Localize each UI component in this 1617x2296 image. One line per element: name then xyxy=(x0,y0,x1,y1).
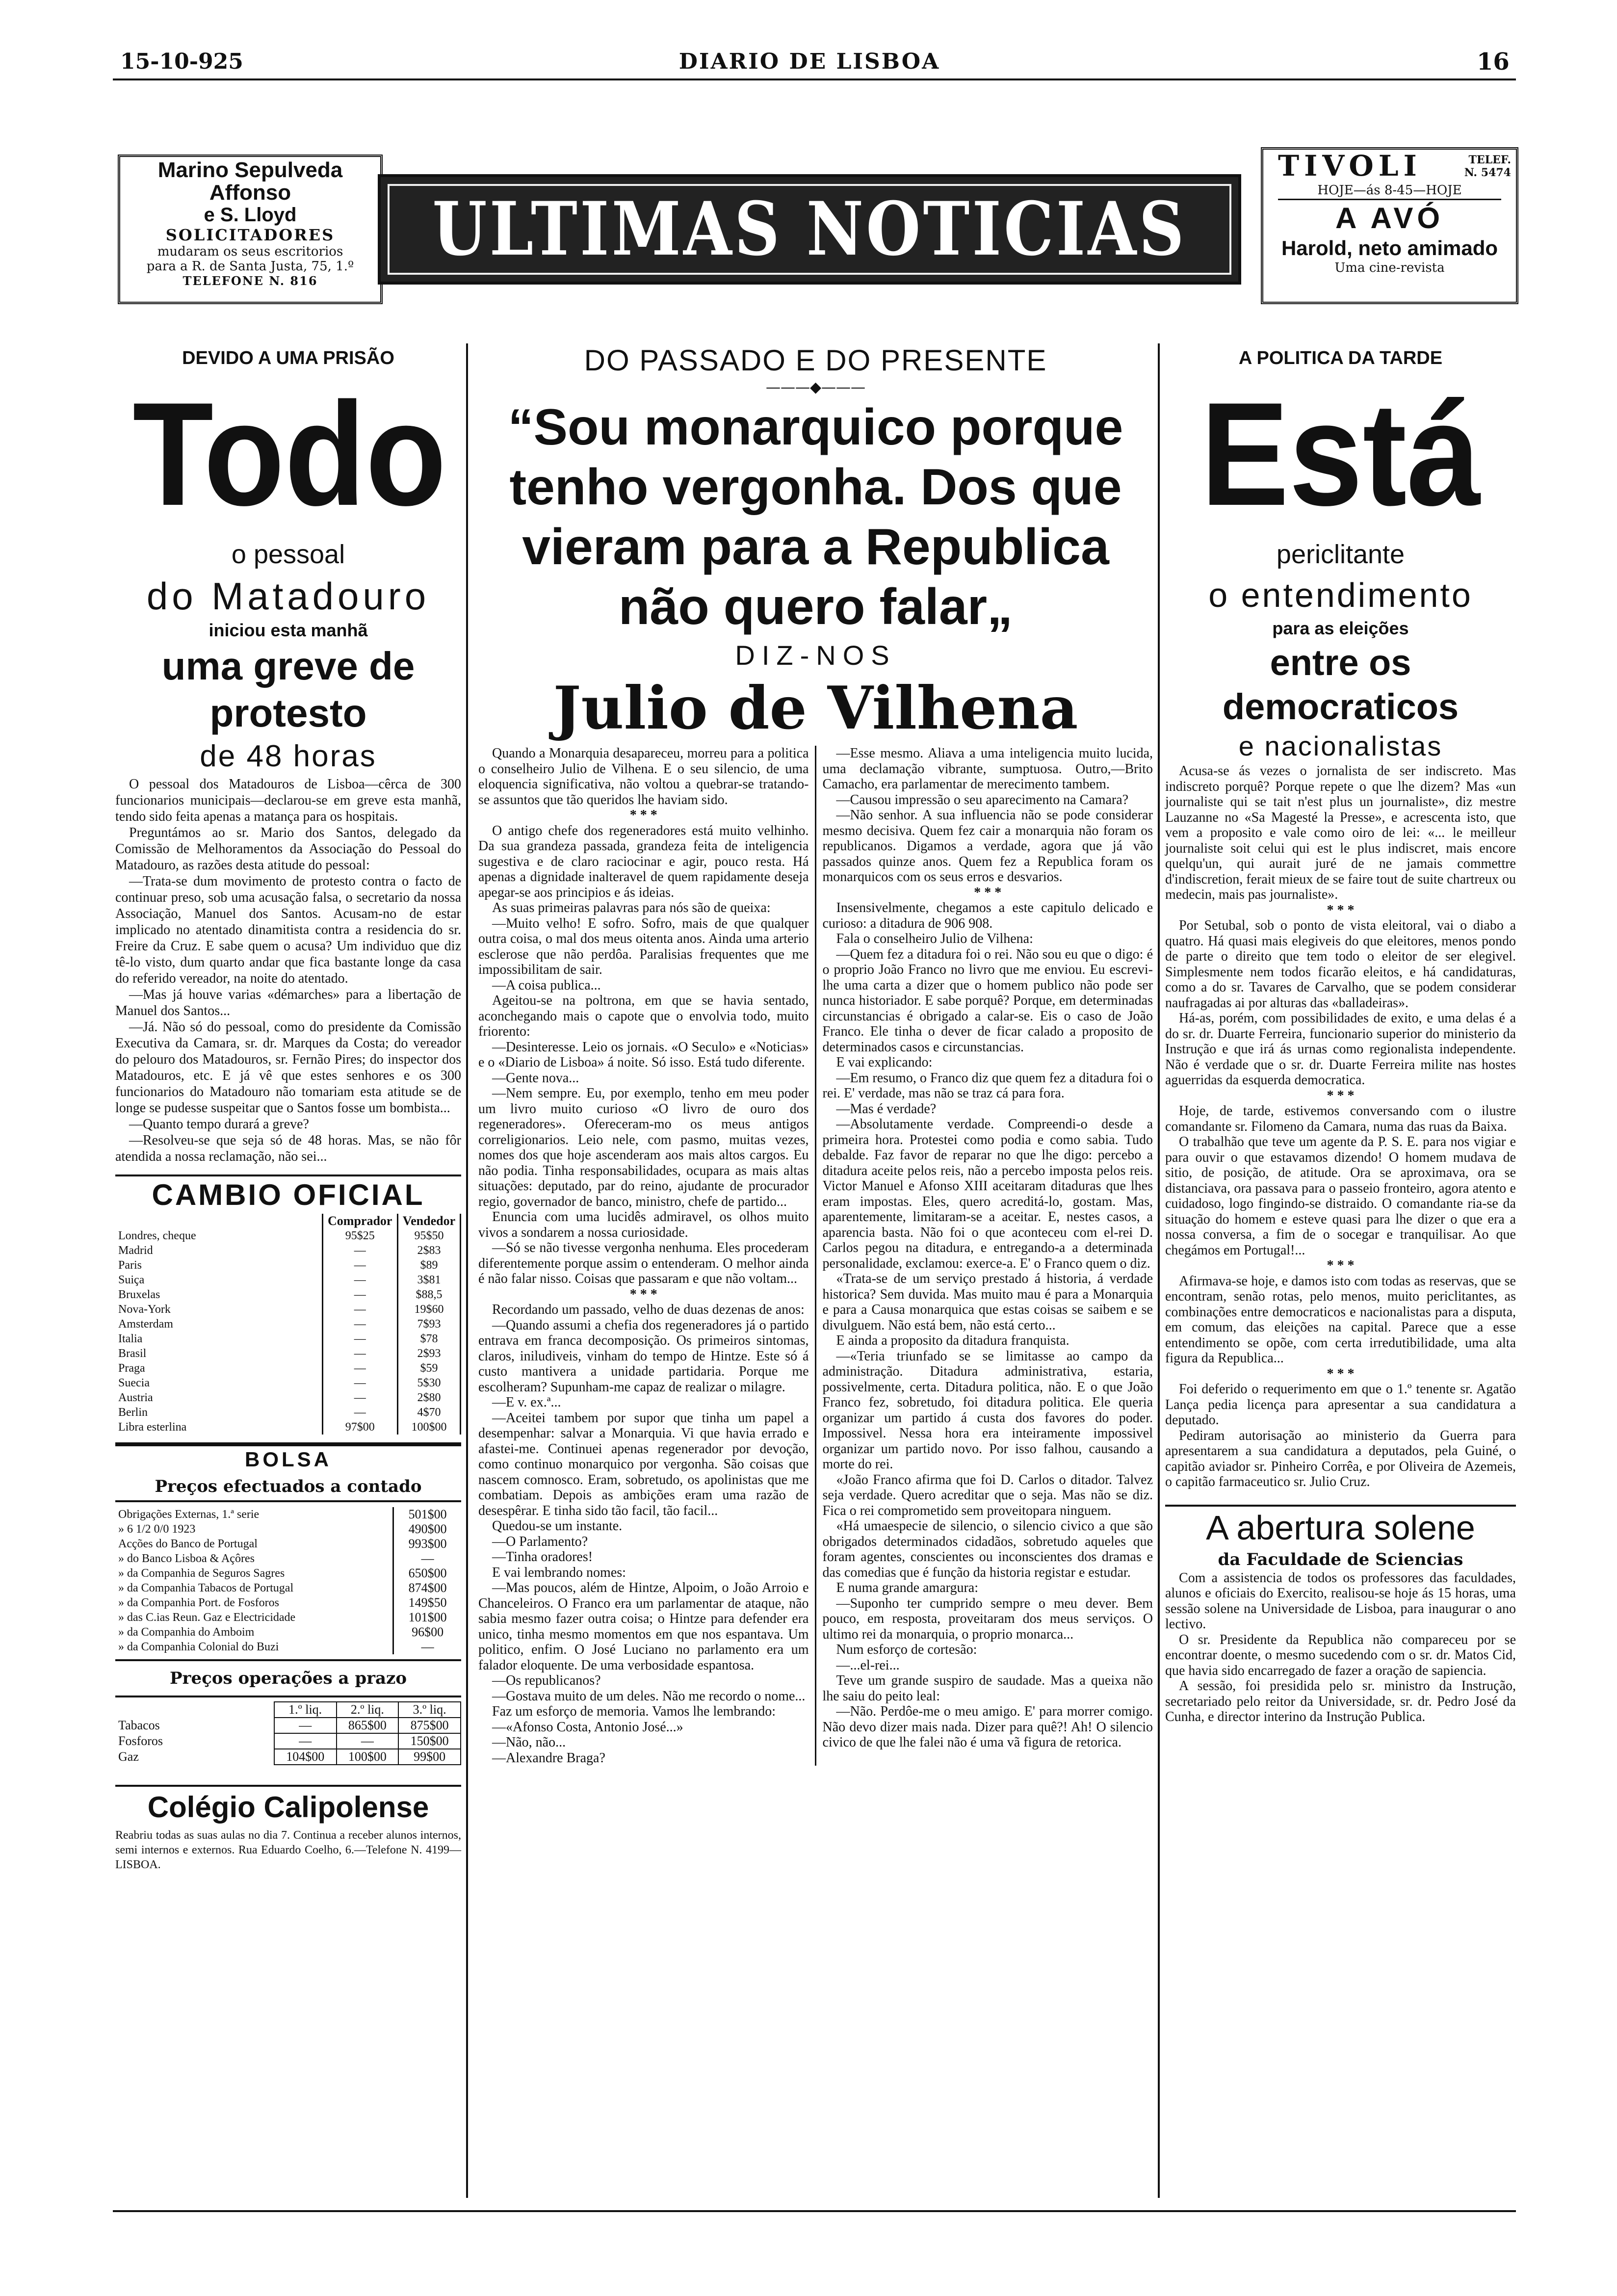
security-name: » da Companhia de Seguros Sagres xyxy=(118,1567,285,1580)
sell-rate: 95$50 xyxy=(397,1228,460,1243)
paragraph: —Quando assumi a chefia dos regeneradores já o partido entrava em franca decomposição. Os primeiros sintomas, claros, iniludiveis, vinham do tempo de Hintze. Este só á custo mantivera a unidade partidaria. Porque me escolheram? Supunham-me capaz de realizar o milagre. xyxy=(478,1317,809,1395)
table-row xyxy=(115,1405,461,1420)
table-row xyxy=(115,1361,461,1376)
paragraph: Por Setubal, sob o ponto de vista eleitoral, vai o diabo a quatro. Há quasi mais elegiveis do que eleitores, menos pondo de parte o direito que tem todo o eleitor de ser elegivel. Simplesmente nem todos ficarão eleitos, e há candidaturas, como a do sr. Tavares de Carvalho, que se podem considerar naufragadas ai por alturas das «balladeiras». xyxy=(1165,918,1516,1011)
table-row xyxy=(115,1625,461,1640)
table-row xyxy=(115,1749,461,1765)
price: 149$50 xyxy=(393,1595,461,1610)
paragraph: —Desinteresse. Leio os jornais. «O Seculo» e «Noticias» e o «Diario de Lisboa» á noite. Só isso. Está tudo diferente. xyxy=(478,1039,809,1070)
paragraph: E numa grande amargura: xyxy=(836,1580,978,1595)
security-name: » da Companhia Tabacos de Portugal xyxy=(118,1582,294,1594)
paragraph: Insensivelmente, chegamos a este capitulo delicado e curioso: a ditadura de 906 908. xyxy=(822,900,1153,931)
header-rule xyxy=(113,78,1516,80)
interview-col-1 xyxy=(478,746,809,1735)
paragraph: —Mas é verdade? xyxy=(836,1101,937,1117)
security-name: » 6 1/2 0/0 1923 xyxy=(118,1523,196,1536)
paragraph: —E v. ex.ª... xyxy=(492,1395,561,1410)
paragraph: Enuncia com uma lucidês admiravel, os olhos muito vivos a sondarem a nossa curiosidade. xyxy=(478,1209,809,1240)
price: 100$00 xyxy=(337,1749,399,1765)
interviewee-name: Julio de Vilhena xyxy=(553,674,1078,743)
sell-rate: $59 xyxy=(397,1361,460,1376)
paragraph: E ainda a proposito da ditadura franquista. xyxy=(836,1333,1069,1348)
paragraph: Recordando um passado, velho de duas dezenas de anos: xyxy=(492,1302,805,1317)
table-row xyxy=(115,1273,461,1287)
contado-title: Preços efectuados a contado xyxy=(115,1473,461,1502)
paragraph: —Gostava muito de um deles. Não me recordo o nome... xyxy=(492,1688,806,1704)
section-divider: * * * xyxy=(629,1286,657,1302)
paragraph: Há-as, porém, com possibilidades de exito, e uma delas é a do sr. dr. Duarte Ferreira, funcionario superior do ministerio da Instrução e que irá ás urnas como regionalista independente. Não é verdade que o sr. dr. Duarte Ferreira milite nas hostes aguerridas da esquerda democratica. xyxy=(1165,1011,1516,1088)
ornament: ———◆——— xyxy=(765,379,866,396)
buy-rate: — xyxy=(322,1361,397,1376)
paragraph: —Resolveu-se que seja só de 48 horas. Mas, se não fôr atendida a nossa reclamação, não sei... xyxy=(115,1133,461,1164)
cambio-table xyxy=(115,1214,461,1435)
paragraph: Pediram autorisação ao ministerio da Guerra para apresentarem a sua candidatura a deputados, pela Guiné, o capitão aviador sr. Pinheiro Corrêa, e por Oliveira de Azemeis, o capitão farmaceutico sr. Julio Cruz. xyxy=(1165,1428,1516,1489)
ad-line1: mudaram os seus escritorios xyxy=(157,244,343,259)
price: 104$00 xyxy=(274,1749,337,1765)
buy-rate: 95$25 xyxy=(322,1228,397,1243)
paragraph: Quando a Monarquia desapareceu, morreu para a politica o conselheiro Julio de Vilhena. E o seu silencio, de uma eloquencia significativa, não voltou a quebrar-se tratando-se assuntos que tão queridos lhe haviam sido. xyxy=(478,746,809,808)
masthead: DIARIO DE LISBOA xyxy=(678,49,940,74)
left-article xyxy=(115,776,461,1165)
paragraph: —Tinha oradores! xyxy=(492,1549,593,1565)
left-headline-big: Todo xyxy=(132,371,446,536)
sell-rate: 2$80 xyxy=(397,1390,460,1405)
security-name: Obrigações Externas, 1.ª serie xyxy=(118,1508,260,1521)
left-headline-4: uma greve de protesto xyxy=(161,644,415,735)
buy-rate: — xyxy=(322,1405,397,1420)
quote-headline: “Sou monarquico porque tenho vergonha. Dos que vieram para a Republica não quero falar„ xyxy=(508,399,1123,635)
paragraph: E vai lembrando nomes: xyxy=(492,1565,626,1580)
table-row xyxy=(115,1302,461,1317)
table-row xyxy=(115,1581,461,1595)
table-row xyxy=(115,1317,461,1331)
buy-rate: — xyxy=(322,1331,397,1346)
ad-phone: TELEFONE N. 816 xyxy=(183,274,318,288)
bottom-rule xyxy=(113,2210,1516,2212)
sell-rate: 4$70 xyxy=(397,1405,460,1420)
currency-name: Libra esterlina xyxy=(118,1421,187,1434)
right-headline-big: Está xyxy=(1200,371,1481,536)
tivoli-subtitle: Harold, neto amimado xyxy=(1281,236,1498,260)
cambio-section xyxy=(115,1174,461,1872)
ad-name2: e S. Lloyd xyxy=(204,204,297,226)
price: 865$00 xyxy=(337,1718,399,1733)
paragraph: «João Franco afirma que foi D. Carlos o ditador. Talvez seja verdade. Quero acreditar que o seja. Mas não se diz. Fica o rei comprometido sem proveitopara ninguem. xyxy=(822,1472,1153,1518)
buy-rate: — xyxy=(322,1317,397,1331)
sell-rate: 5$30 xyxy=(397,1376,460,1390)
section-divider: * * * xyxy=(629,808,657,823)
paragraph: —Suponho ter cumprido sempre o meu dever. Bem pouco, em resposta, proveitaram dos meus serviços. O ultimo rei da monarquia, o proprio monarca... xyxy=(822,1595,1153,1642)
sell-rate: $88,5 xyxy=(397,1287,460,1302)
page-number: 16 xyxy=(1477,48,1510,76)
currency-name: Madrid xyxy=(118,1244,153,1257)
price: 101$00 xyxy=(393,1610,461,1625)
price: 875$00 xyxy=(398,1718,461,1733)
buy-rate: — xyxy=(322,1243,397,1258)
security-name: » das C.ias Reun. Gaz e Electricidade xyxy=(118,1611,296,1624)
prazo-table xyxy=(115,1701,461,1765)
paragraph: —Não. Perdôe-me o meu amigo. E' para morrer comigo. Não devo dizer mais nada. Dizer para quê?! Ah! O silencio civico de que lhe falei não é uma vã figura de retorica. xyxy=(822,1704,1153,1750)
price: 490$00 xyxy=(393,1522,461,1537)
currency-name: Suecia xyxy=(118,1377,150,1389)
buy-rate: — xyxy=(322,1287,397,1302)
right-headline-5: e nacionalistas xyxy=(1238,731,1443,761)
paragraph: —Absolutamente verdade. Compreendi-o desde a primeira hora. Protestei como podia e como sabia. Tudo debalde. Faz favor de reparar no que lhe digo: percebo a ditadura aceite pelos reis, não a percebo imposta pelos reis. Victor Manuel e Afonso XIII aceitaram ditaduras que lhes eram impostas. Eles, quero acreditá-lo, gostam. Mas, aparentemente, limitaram-se a aceitar. E, nestes casos, a aparencia basta. Não foi o que aconteceu com el-rei D. Carlos pegou na ditadura, e entregando-a a determinada personalidade, exclamou: exerce-a. E' o Franco quem o diz. xyxy=(822,1117,1153,1271)
security-name: Acções do Banco de Portugal xyxy=(118,1538,258,1550)
right-headline-4: entre os democraticos xyxy=(1222,642,1459,727)
sell-rate: 2$83 xyxy=(397,1243,460,1258)
paragraph: —«Teria triunfado se se limitasse ao campo da administração. Ditadura administrativa, estaria, possivelmente, certa. Ditadura politica, não. E o que João Franco fez, sobretudo, foi ditadura politica. Ele queria organizar um partido á custa dos favores do poder. Impossivel. Nessa hora era inteiramente impossivel organizar um partido novo. Por isso falhou, causando a morte do rei. xyxy=(822,1348,1153,1472)
paragraph: —Nem sempre. Eu, por exemplo, tenho em meu poder um livro muito curioso «O livro de ouro dos regeneradores». Ofereceram-mo os meus antigos correligionarios. Leio nele, com pasmo, muitas vezes, nomes dos que hoje ascenderam aos mais altos cargos. Eu não podia. Tinha responsabilidades, ocupara as mais altas situações: deputado, par do reino, ajudante de procurador regio, governador de banco, ministro, chefe de partido... xyxy=(478,1086,809,1209)
news-subtitle: da Faculdade de Sciencias xyxy=(1218,1549,1463,1569)
paragraph: —Trata-se dum movimento de protesto contra o facto de continuar preso, sob uma acusação falsa, o secretario da nossa Associação, Manuel dos Santos. Acusam-no de estar implicado no atentado dinamitista contra a residencia do sr. Freire da Cruz. E sabe quem o acusa? Um individuo que diz tê-lo visto, dum quarto andar que fica bastante longe da casa do referido vereador, na noite do atentado. xyxy=(115,874,461,986)
price: 874$00 xyxy=(393,1581,461,1595)
currency-name: Brasil xyxy=(118,1347,147,1360)
currency-name: Paris xyxy=(118,1259,142,1272)
table-row xyxy=(115,1640,461,1654)
ad-title: SOLICITADORES xyxy=(165,226,335,244)
price: — xyxy=(393,1640,461,1654)
section-divider: * * * xyxy=(1327,1258,1355,1273)
table-row xyxy=(115,1376,461,1390)
paragraph: —Não senhor. A sua influencia não se pode considerar mesmo decisiva. Quem fez cair a monarquia não foram os republicanos. Digamos a verdade, agora que já vão passados quinze anos. Quem fez a Republica foram os monarquicos com os seus erros e desvarios. xyxy=(822,808,1153,885)
paragraph: —Já. Não só do pessoal, como do presidente da Comissão Executiva da Camara, sr. dr. Marques da Costa; do vereador do pelouro dos Matadouros, sr. Fernão Pires; do inspector dos Matadouros, etc. E já vê que estes senhores e os 300 funcionarios do Matadouro não tomariam esta atitude se de longe se pudesse suspeitar que o Santos fosse um bombista... xyxy=(115,1019,461,1116)
column-rule xyxy=(466,343,468,2198)
buy-rate: — xyxy=(322,1302,397,1317)
sell-rate: 2$93 xyxy=(397,1346,460,1361)
table-row xyxy=(115,1507,461,1522)
school-title: Colégio Calipolense xyxy=(115,1785,461,1828)
right-article xyxy=(1165,763,1516,1490)
bolsa-rule xyxy=(115,1442,461,1446)
right-kicker: A POLITICA DA TARDE xyxy=(1238,348,1443,368)
currency-name: Praga xyxy=(118,1362,145,1375)
price: 501$00 xyxy=(393,1507,461,1522)
right-headline-3: para as eleições xyxy=(1272,618,1409,638)
buy-rate: — xyxy=(322,1376,397,1390)
security-name: » da Companhia Port. de Fosforos xyxy=(118,1596,279,1609)
paragraph: Ageitou-se na poltrona, em que se havia sentado, aconchegando mais o capote que o envolvia todo, muito friorento: xyxy=(478,993,809,1039)
section-divider: * * * xyxy=(974,885,1002,900)
paragraph: —...el-rei... xyxy=(836,1657,900,1673)
paragraph: Teve um grande suspiro de saudade. Mas a queixa não lhe saiu do peito leal: xyxy=(822,1673,1153,1704)
banner-box xyxy=(378,174,1241,285)
table-header xyxy=(115,1214,461,1228)
paragraph: Faz um esforço de memoria. Vamos lhe lembrando: xyxy=(492,1704,776,1719)
col-liq-2: 2.º liq. xyxy=(337,1702,399,1718)
paragraph: Quedou-se um instante. xyxy=(492,1518,623,1534)
tivoli-title: A AVÓ xyxy=(1335,202,1444,235)
currency-name: Amsterdam xyxy=(118,1318,173,1331)
left-headline-1: o pessoal xyxy=(231,540,345,569)
price: 993$00 xyxy=(393,1537,461,1551)
col-liq-3: 3.º liq. xyxy=(398,1702,461,1718)
banner-title: ULTIMAS NOTICIAS xyxy=(432,186,1187,272)
security-name: Gaz xyxy=(118,1749,139,1764)
paragraph: —Quem fez a ditadura foi o rei. Não sou eu que o digo: é o proprio João Franco no livro que me enviou. Eu escrevi-lhe uma carta a dizer que o homem publico não pode ser nunca historiador. E sabe porquê? Porque, em determinadas circunstancias é obrigado a calar-se. Eis o caso de João Franco. Ele tinha o dever de ficar calado a proposito de determinados casos e circunstancias. xyxy=(822,946,1153,1055)
price: 150$00 xyxy=(398,1733,461,1749)
middle-column xyxy=(478,343,1153,1766)
paragraph: —Alexandre Braga? xyxy=(492,1750,605,1766)
paragraph: «Trata-se de um serviço prestado á historia, á verdade historica? Sem duvida. Mas muito mau é para a Monarquia e para a Causa monarquica que estas coisas se saibem e se divulguem. Não está bem, não está certo... xyxy=(822,1271,1153,1333)
table-row xyxy=(115,1331,461,1346)
ad-solicitors xyxy=(118,155,383,304)
left-kicker: DEVIDO A UMA PRISÃO xyxy=(182,348,394,368)
col-liq-1: 1.º liq. xyxy=(274,1702,337,1718)
security-name: Tabacos xyxy=(118,1718,160,1732)
table-row xyxy=(115,1258,461,1273)
table-header xyxy=(115,1702,461,1718)
tivoli-venue: TIVOLI xyxy=(1278,149,1422,183)
paragraph: —Aceitei tambem por supor que tinha um papel a desempenhar: salvar a Monarquia. Vi que havia errado e afastei-me. Continuei apenas regenerador por devoção, como continuo monarquico por vergonha. São coisas que nascem comnosco. Eram, sobretudo, os apolinistas que me combatiam. Depois as ambições eram uma razão de desespêrar. E tinha sido tão facil, tão facil... xyxy=(478,1410,809,1518)
paragraph: —Quanto tempo durará a greve? xyxy=(129,1117,309,1132)
ad-name: Marino Sepulveda Affonso xyxy=(157,158,343,205)
cambio-title: CAMBIO OFICIAL xyxy=(115,1174,461,1214)
paragraph: O sr. Presidente da Republica não compareceu por se encontrar doente, o mesmo sucedendo com o sr. dr. Matos Cid, que havia sido encarregado de fazer a oração de sapiencia. xyxy=(1165,1632,1516,1678)
col-comprador: Comprador xyxy=(322,1214,397,1228)
paragraph: «Há umaespecie de silencio, o silencio civico a que são obrigados determinados cidadãos, sobretudo aqueles que foram agentes, conscientes ou inconscientes dos dramas e das comedias que é função da historia registar e estudar. xyxy=(822,1518,1153,1580)
news-title: A abertura solene xyxy=(1165,1505,1516,1549)
sell-rate: $78 xyxy=(397,1331,460,1346)
price: — xyxy=(393,1551,461,1566)
paragraph: —Causou impressão o seu aparecimento na Camara? xyxy=(836,792,1129,808)
news-article xyxy=(1165,1570,1516,1725)
contado-table xyxy=(115,1507,461,1654)
paragraph: As suas primeiras palavras para nós são de queixa: xyxy=(492,900,771,915)
table-row xyxy=(115,1718,461,1733)
right-headline-2: o entendimento xyxy=(1208,576,1473,614)
price: — xyxy=(337,1733,399,1749)
paragraph: Num esforço de cortesão: xyxy=(836,1642,977,1657)
security-name: » da Companhia Colonial do Buzi xyxy=(118,1641,279,1653)
table-row xyxy=(115,1346,461,1361)
tivoli-phone: N. 5474 xyxy=(1464,166,1511,179)
price: — xyxy=(274,1718,337,1733)
price: — xyxy=(274,1733,337,1749)
section-divider: * * * xyxy=(1327,902,1355,918)
paragraph: Fala o conselheiro Julio de Vilhena: xyxy=(836,931,1033,946)
buy-rate: — xyxy=(322,1346,397,1361)
sell-rate: 7$93 xyxy=(397,1317,460,1331)
table-row xyxy=(115,1287,461,1302)
section-divider: * * * xyxy=(1327,1088,1355,1103)
section-divider: * * * xyxy=(1327,1366,1355,1382)
buy-rate: 97$00 xyxy=(322,1420,397,1435)
paragraph: Acusa-se ás vezes o jornalista de ser indiscreto. Mas indiscreto porquê? Porque repete o que lhe dizem? Mas «un journaliste qui se tait n'est plus un journaliste», diz mestre Lauzanne no «Sa Magesté la Presse», e acrescenta isto, que vem a proposito e vale como oiro de lei: «... le meilleur journaliste soit celui qui est le plus indiscret, mais encore quelqu'un, qui aurait juré de ne jamais commettre d'indiscretion, ferait mieux de se faire tout de suite chartreux ou medecin, mais pas journaliste». xyxy=(1165,763,1516,902)
sell-rate: 19$60 xyxy=(397,1302,460,1317)
currency-name: Bruxelas xyxy=(118,1288,160,1301)
tivoli-time: HOJE—ás 8-45—HOJE xyxy=(1278,182,1501,200)
paragraph: —Muito velho! E sofro. Sofro, mais de que qualquer outra coisa, o mal dos meus oitenta anos. Ainda uma arterio esclerose que não perdôa. Paralisias frequentes que me impossibilitam de sair. xyxy=(478,915,809,977)
column-rule xyxy=(1158,343,1160,2198)
table-row xyxy=(115,1522,461,1537)
diz-nos: DIZ-NOS xyxy=(735,640,896,671)
security-name: » da Companhia do Amboim xyxy=(118,1626,255,1639)
left-headline-3: iniciou esta manhã xyxy=(209,620,368,640)
paragraph: —Em resumo, o Franco diz que quem fez a ditadura foi o rei. E' verdade, mas não se traz cá para fora. xyxy=(822,1070,1153,1101)
ad-line2: para a R. de Santa Justa, 75, 1.º xyxy=(146,259,354,274)
paragraph: —Só se não tivesse vergonha nenhuma. Eles procederam diferentemente porque assim o entenderam. O melhor ainda é não falar nisso. Coisas que passaram e que não voltam... xyxy=(478,1240,809,1286)
buy-rate: — xyxy=(322,1390,397,1405)
paragraph: —Não, não... xyxy=(492,1735,566,1750)
price: 99$00 xyxy=(398,1749,461,1765)
sell-rate: 3$81 xyxy=(397,1273,460,1287)
table-row xyxy=(115,1537,461,1551)
paragraph: —Mas já houve varias «démarches» para a libertação de Manuel dos Santos... xyxy=(115,987,461,1018)
security-name: » do Banco Lisboa & Açôres xyxy=(118,1552,255,1565)
middle-kicker: DO PASSADO E DO PRESENTE xyxy=(584,344,1047,377)
table-row xyxy=(115,1733,461,1749)
tivoli-phone-label: TELEF. xyxy=(1468,154,1511,166)
paragraph: E vai explicando: xyxy=(836,1055,933,1070)
paragraph: —Mas poucos, além de Hintze, Alpoim, o João Arroio e Chanceleiros. O Franco era um parlamentar de ataque, não sabia mesmo fazer outra coisa; o Hintze para defender era unico, tinha mesmo momentos em que nos espantava. Um politico, enfim. O José Luciano no parlamento era um falador eloquente. De uma verbosidade espantosa. xyxy=(478,1580,809,1673)
paragraph: Hoje, de tarde, estivemos conversando com o ilustre comandante sr. Filomeno da Camara, numa das ruas da Baixa. xyxy=(1165,1103,1516,1134)
table-row xyxy=(115,1595,461,1610)
security-name: Fosforos xyxy=(118,1734,163,1748)
currency-name: Italia xyxy=(118,1332,143,1345)
table-row xyxy=(115,1228,461,1243)
prazo-title: Preços operações a prazo xyxy=(115,1659,461,1697)
table-row xyxy=(115,1243,461,1258)
right-column xyxy=(1165,343,1516,1725)
right-headline-1: periclitante xyxy=(1276,540,1405,569)
table-row xyxy=(115,1420,461,1435)
buy-rate: — xyxy=(322,1258,397,1273)
ad-tivoli xyxy=(1261,147,1518,304)
paragraph: O pessoal dos Matadouros de Lisboa—cêrca de 300 funcionarios municipais—declarou-se em greve esta manhã, tendo sido feita apenas a matança para os hospitais. xyxy=(115,777,461,824)
paragraph: O antigo chefe dos regeneradores está muito velhinho. Da sua grandeza passada, grandeza feita de inteligencia sugestiva e de claro raciocinar e agir, pouco resta. Há apenas a dignidade inalteravel de quem rapidamente deseja apegar-se aos principios e ás ideias. xyxy=(478,823,809,900)
currency-name: Nova-York xyxy=(118,1303,171,1316)
col-vendedor: Vendedor xyxy=(397,1214,460,1228)
buy-rate: — xyxy=(322,1273,397,1287)
currency-name: Austria xyxy=(118,1391,153,1404)
paragraph: —Gente nova... xyxy=(492,1070,579,1086)
currency-name: Londres, cheque xyxy=(118,1229,196,1242)
paragraph: Com a assistencia de todos os professores das faculdades, alunos e oficiais do Exercito, realisou-se hoje ás 15 horas, uma sessão solene na Universidade de Lisboa, para inaugurar o ano lectivo. xyxy=(1165,1570,1516,1632)
table-row xyxy=(115,1551,461,1566)
paragraph: —O Parlamento? xyxy=(492,1534,588,1549)
school-text: Reabriu todas as suas aulas no dia 7. Continua a receber alunos internos, semi internos e externos. Rua Eduardo Coelho, 6.—Telefone N. 4199—LISBOA. xyxy=(115,1829,461,1871)
left-headline-2: do Matadouro xyxy=(146,574,430,618)
table-row xyxy=(115,1610,461,1625)
page-date: 15-10-925 xyxy=(120,49,243,74)
paragraph: Foi deferido o requerimento em que o 1.º tenente sr. Agatão Lança pedia licença para apresentar a sua candidatura a deputado. xyxy=(1165,1382,1516,1428)
paragraph: —Os republicanos? xyxy=(492,1673,601,1688)
table-row xyxy=(115,1566,461,1581)
paragraph: O trabalhão que teve um agente da P. S. E. para nos vigiar e para ouvir o que estavamos dizendo! O homem mudava de sitio, de posição, de atitude. Ora se aproximava, ora se distanciava, ora passava para o passeio fronteiro, agora atento e cuidadoso, logo fingindo-se distraido. O comandante ria-se da situação do homem e esteve quasi para lhe dizer o que era a nossa conversa, a fim de o socegar e tranquilisar. Ao que chegámos em Portugal!... xyxy=(1165,1134,1516,1258)
paragraph: Afirmava-se hoje, e damos isto com todas as reservas, que se encontram, senão rotas, pelo menos, muito periclitantes, as combinações entre democraticos e nacionalistas para a disputa, em comum, das eleições na capital. Parece que a esse entendimento se opõe, com certa irredutibilidade, uma alta figura da Republica... xyxy=(1165,1273,1516,1366)
paragraph: —«Afonso Costa, Antonio José...» xyxy=(492,1719,683,1735)
bolsa-title: BOLSA xyxy=(245,1448,332,1471)
left-column xyxy=(115,343,461,1872)
tivoli-note: Uma cine-revista xyxy=(1334,261,1445,275)
price: 650$00 xyxy=(393,1566,461,1581)
currency-name: Berlin xyxy=(118,1406,148,1419)
paragraph: A sessão, foi presidida pelo sr. ministro da Instrução, secretariado pelo reitor da Universidade, sr. dr. Pedro José da Cunha, e director interino da Instrução Publica. xyxy=(1165,1678,1516,1724)
paragraph: Preguntámos ao sr. Mario dos Santos, delegado da Comissão de Melhoramentos da Associação do Pessoal do Matadouro, as razões desta atitude do pessoal: xyxy=(115,825,461,873)
left-headline-5: de 48 horas xyxy=(200,739,377,773)
sell-rate: $89 xyxy=(397,1258,460,1273)
paragraph: —A coisa publica... xyxy=(492,977,601,993)
interview-body xyxy=(478,746,1153,1766)
paragraph: —Esse mesmo. Aliava a uma inteligencia muito lucida, uma declamação vibrante, sumptuosa. Outro,—Brito Camacho, era parlamentar de merecimento tambem. xyxy=(822,746,1153,792)
currency-name: Suiça xyxy=(118,1274,145,1286)
sell-rate: 100$00 xyxy=(397,1420,460,1435)
price: 96$00 xyxy=(393,1625,461,1640)
table-row xyxy=(115,1390,461,1405)
